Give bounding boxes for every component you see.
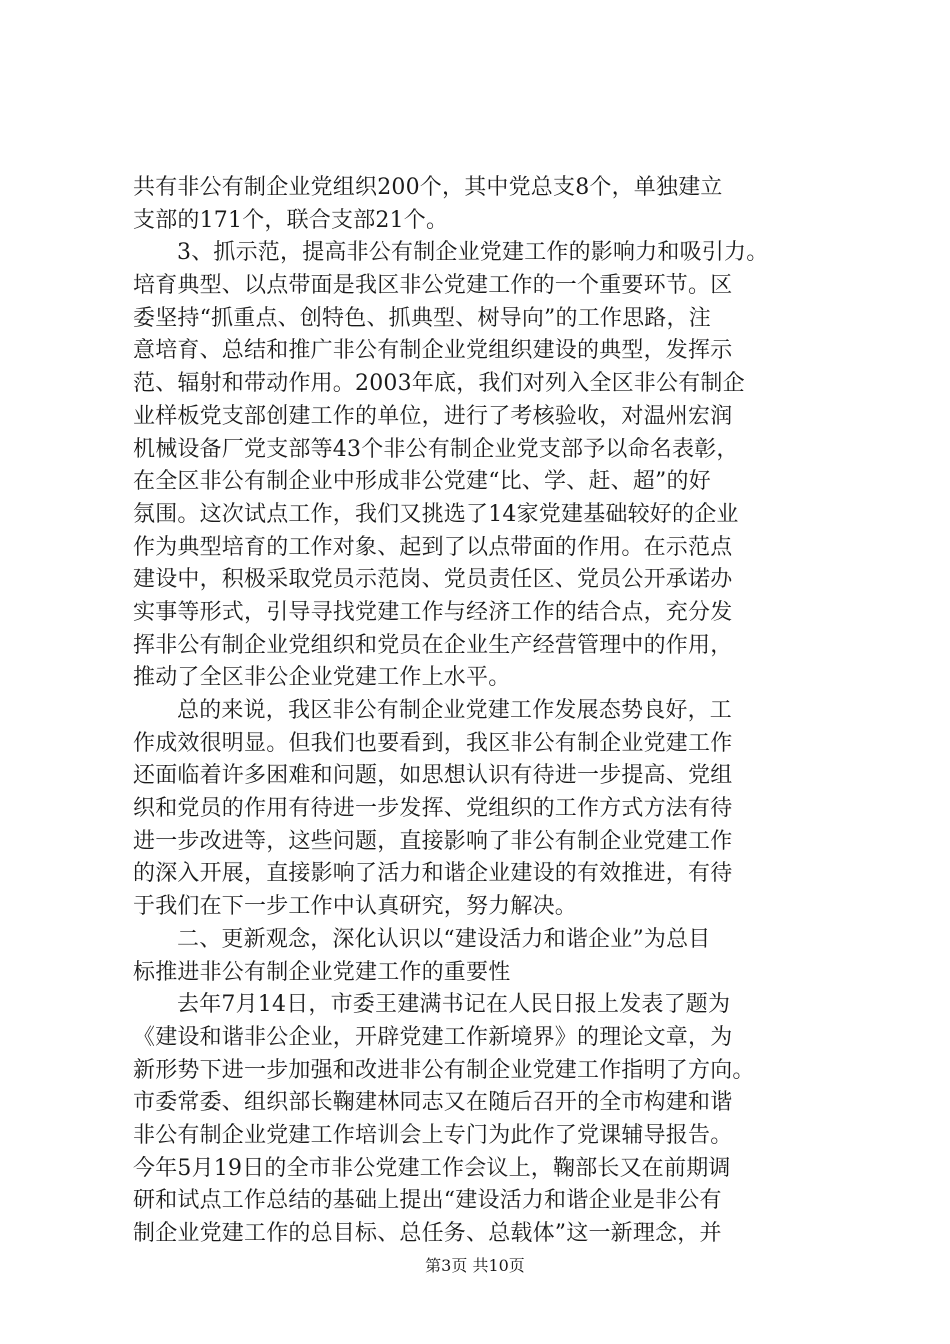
text-line: 实事等形式，引导寻找党建工作与经济工作的结合点，充分发 xyxy=(133,599,733,625)
text-line: 范、辐射和带动作用。2003年底，我们对列入全区非公有制企 xyxy=(133,371,745,397)
text-line: 推动了全区非公企业党建工作上水平。 xyxy=(133,665,511,691)
text-line: 意培育、总结和推广非公有制企业党组织建设的典型，发挥示 xyxy=(133,338,733,364)
text-line: 建设中，积极采取党员示范岗、党员责任区、党员公开承诺办 xyxy=(133,567,733,593)
page-number-footer: 第3页 共10页 xyxy=(425,1256,525,1275)
text-line: 《建设和谐非公企业，开辟党建工作新境界》的理论文章，为 xyxy=(133,1024,733,1050)
text-line: 总的来说，我区非公有制企业党建工作发展态势良好，工 xyxy=(177,698,733,723)
document-body xyxy=(133,172,833,1251)
text-line: 氛围。这次试点工作，我们又挑选了14家党建基础较好的企业 xyxy=(133,501,739,527)
text-line: 制企业党建工作的总目标、总任务、总载体”这一新理念，并 xyxy=(133,1221,722,1246)
text-line: 非公有制企业党建工作培训会上专门为此作了党课辅导报告。 xyxy=(133,1122,733,1148)
text-line: 织和党员的作用有待进一步发挥、党组织的工作方式方法有待 xyxy=(133,796,733,822)
text-line: 支部的171个，联合支部21个。 xyxy=(133,207,449,233)
text-line: 共有非公有制企业党组织200个，其中党总支8个，单独建立 xyxy=(133,175,723,200)
text-line: 机械设备厂党支部等43个非公有制企业党支部予以命名表彰， xyxy=(133,436,739,462)
text-line: 的深入开展，直接影响了活力和谐企业建设的有效推进，有待 xyxy=(133,861,733,887)
text-line: 于我们在下一步工作中认真研究，努力解决。 xyxy=(133,894,578,920)
text-line: 二、更新观念，深化认识以“建设活力和谐企业”为总目 xyxy=(177,926,711,952)
text-line: 在全区非公有制企业中形成非公党建“比、学、赶、超”的好 xyxy=(133,469,711,495)
text-line: 研和试点工作总结的基础上提出“建设活力和谐企业是非公有 xyxy=(133,1188,722,1214)
text-line: 作为典型培育的工作对象、起到了以点带面的作用。在示范点 xyxy=(133,534,733,560)
text-line: 挥非公有制企业党组织和党员在企业生产经营管理中的作用， xyxy=(133,632,733,658)
text-line: 3、抓示范，提高非公有制企业党建工作的影响力和吸引力。 xyxy=(177,240,769,266)
text-line: 市委常委、组织部长鞠建林同志又在随后召开的全市构建和谐 xyxy=(133,1090,733,1116)
text-line: 标推进非公有制企业党建工作的重要性 xyxy=(133,959,511,985)
text-line: 今年5月19日的全市非公党建工作会议上，鞠部长又在前期调 xyxy=(133,1155,731,1181)
text-line: 进一步改进等，这些问题，直接影响了非公有制企业党建工作 xyxy=(133,828,733,854)
text-line: 新形势下进一步加强和改进非公有制企业党建工作指明了方向。 xyxy=(133,1057,755,1083)
text-line: 培育典型、以点带面是我区非公党建工作的一个重要环节。区 xyxy=(133,273,733,299)
text-line: 去年7月14日，市委王建满书记在人民日报上发表了题为 xyxy=(177,992,731,1018)
text-line: 委坚持“抓重点、创特色、抓典型、树导向”的工作思路，注 xyxy=(133,305,711,331)
text-line: 作成效很明显。但我们也要看到，我区非公有制企业党建工作 xyxy=(133,730,733,756)
text-line: 还面临着许多困难和问题，如思想认识有待进一步提高、党组 xyxy=(133,763,733,789)
text-line: 业样板党支部创建工作的单位，进行了考核验收，对温州宏润 xyxy=(133,403,733,429)
